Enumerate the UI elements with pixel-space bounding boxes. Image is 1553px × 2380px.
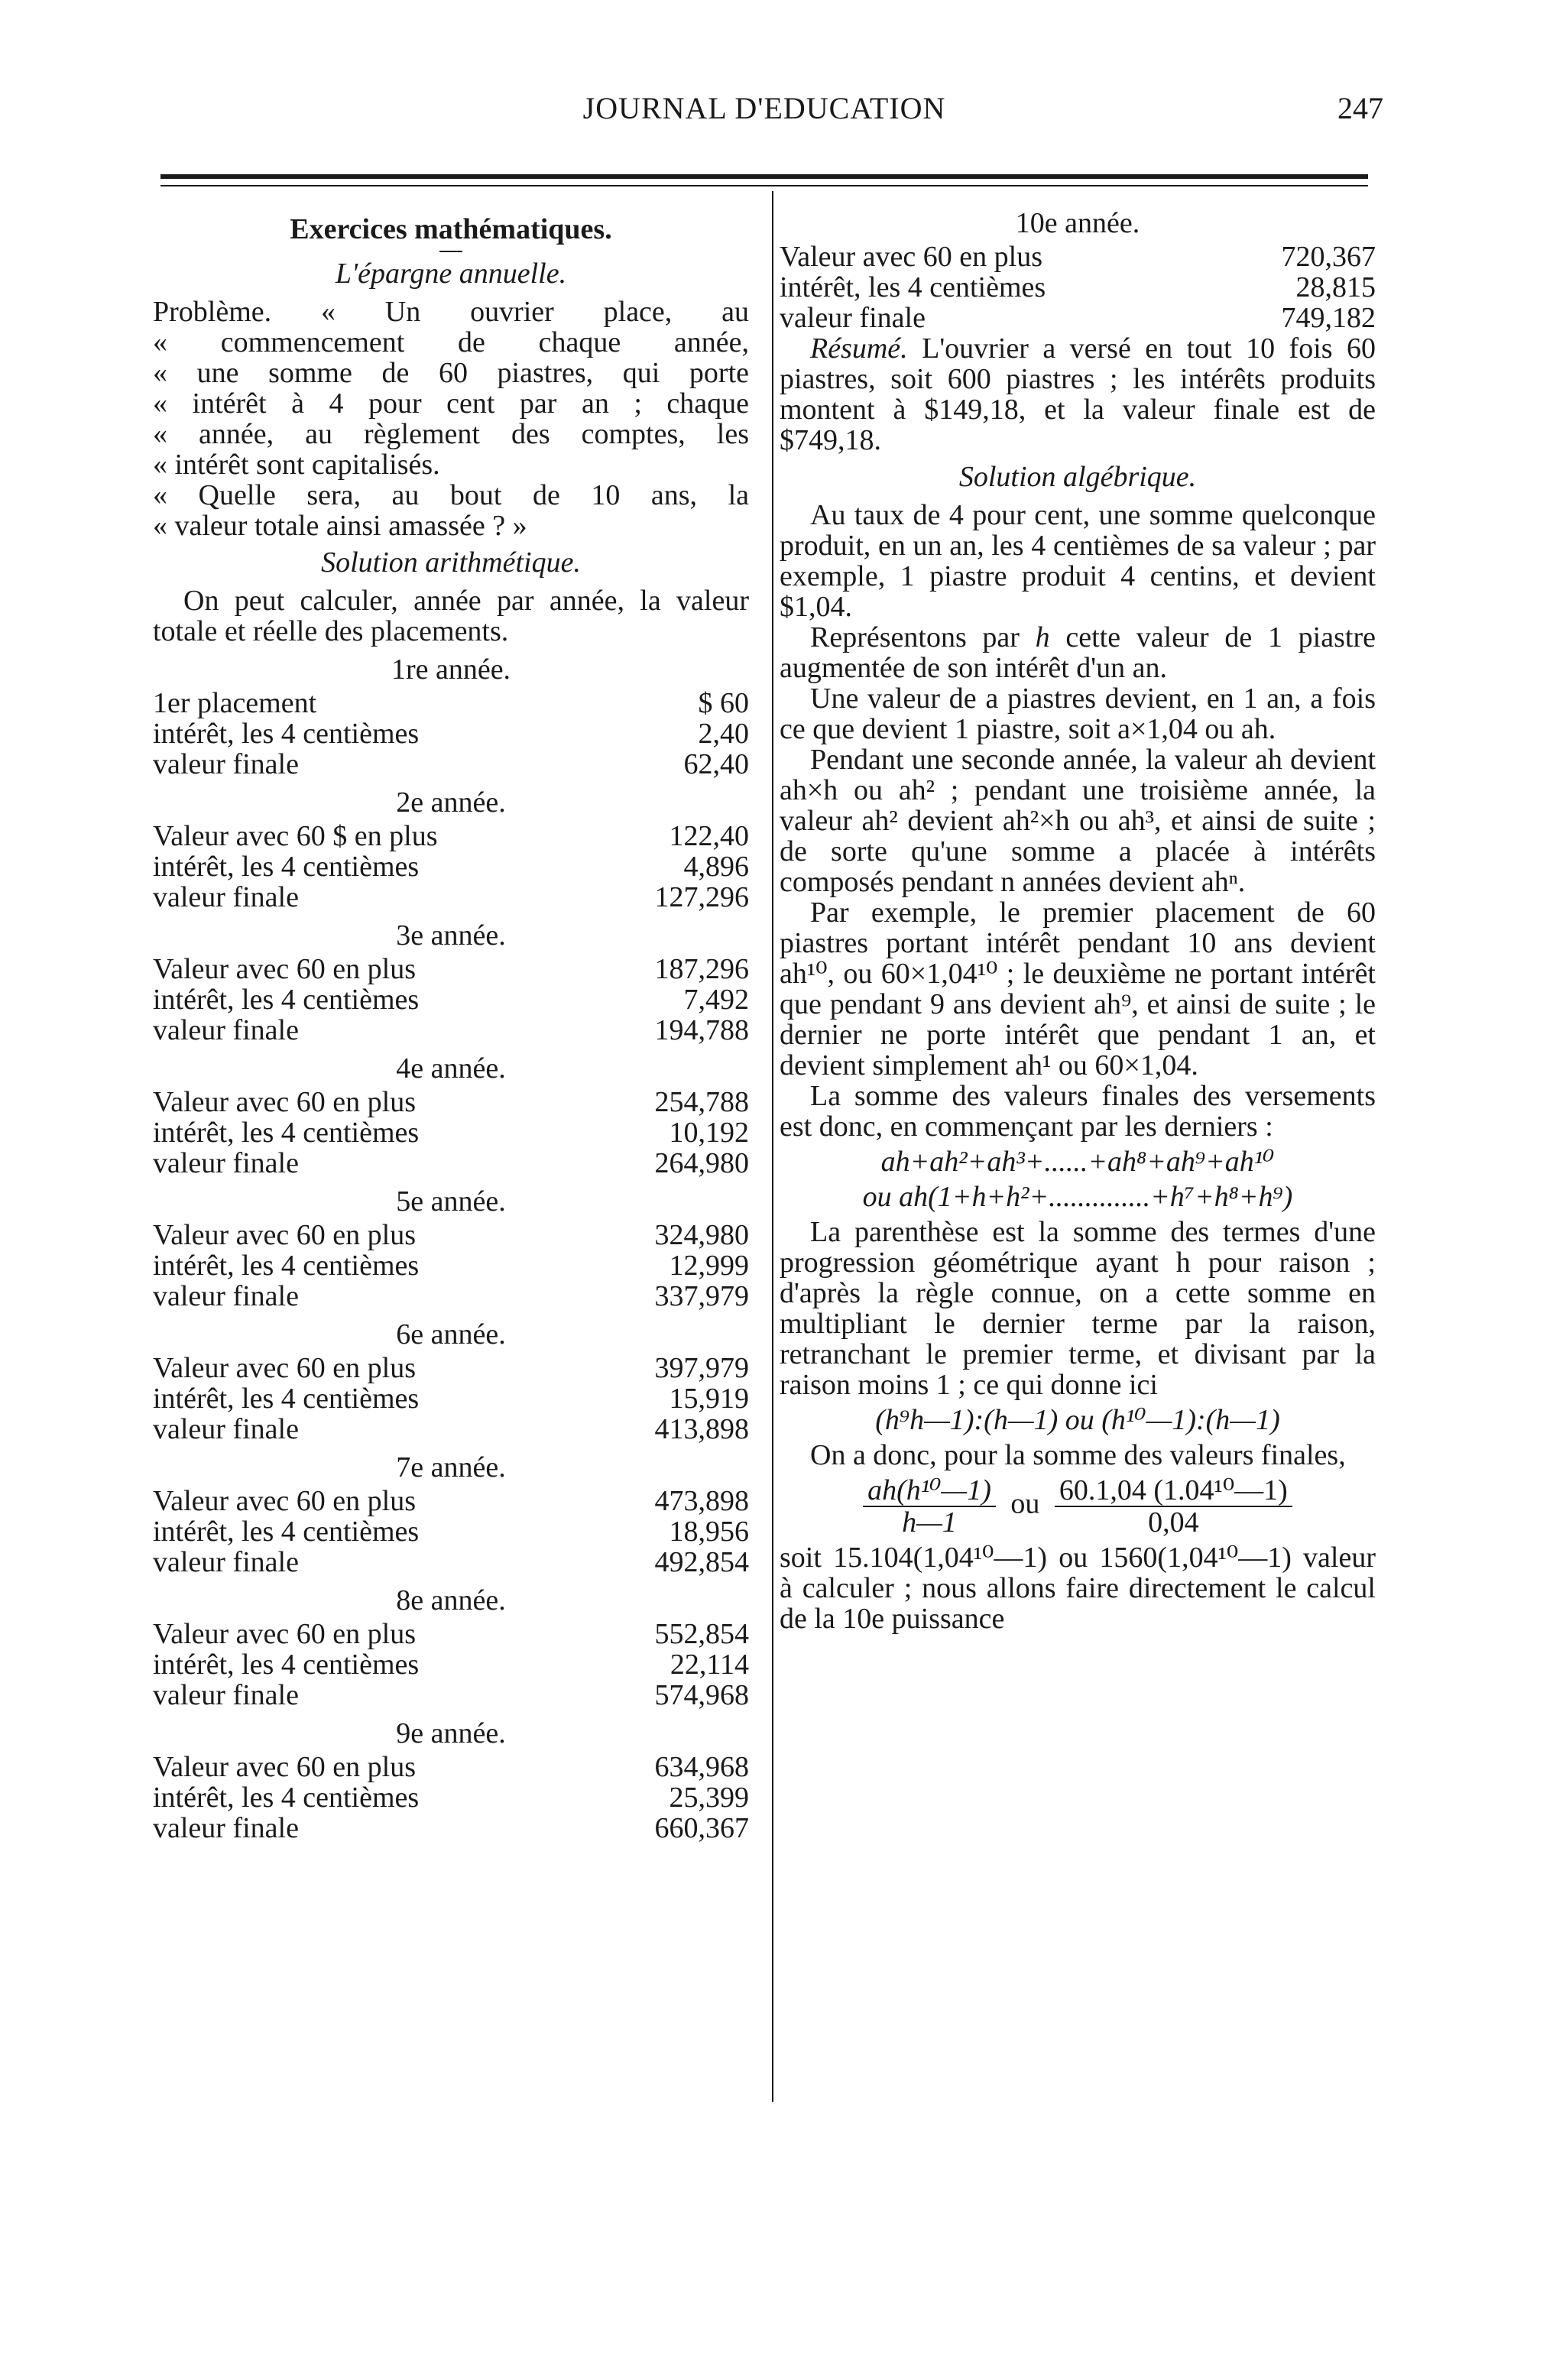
year-table: [153, 1087, 749, 1179]
year-heading: 9e année.: [396, 1717, 506, 1749]
row-label: valeur finale: [153, 1280, 299, 1312]
intro-paragraph: On peut calculer, année par année, la valeur totale et réelle des placements.: [153, 585, 749, 647]
table-row: [153, 1680, 749, 1710]
row-value: 264,980: [654, 1147, 749, 1179]
variable-h: h: [1035, 621, 1050, 653]
table-row: [153, 1619, 749, 1649]
algebra-paragraph-3: Une valeur de a piastres devient, en 1 an, a fois ce que devient 1 piastre, soit a×1,04 ou ah.: [780, 683, 1376, 745]
row-value: 122,40: [669, 820, 749, 852]
header-rule-thin: [160, 185, 1368, 186]
table-row: [153, 882, 749, 913]
resume-paragraph: [780, 333, 1376, 456]
row-value: 552,854: [654, 1618, 749, 1650]
row-label: intérêt, les 4 centièmes: [780, 271, 1046, 303]
table-row: [153, 1383, 749, 1414]
table-row: [153, 1250, 749, 1281]
table-row: [153, 1117, 749, 1148]
column-divider: [772, 191, 773, 2102]
table-row: [153, 749, 749, 780]
year-table: [153, 821, 749, 913]
row-value: 25,399: [669, 1782, 749, 1814]
year-table: [153, 688, 749, 780]
formula-geometric: (h⁹h—1):(h—1) ou (h¹⁰—1):(h—1): [875, 1404, 1280, 1436]
row-label: intérêt, les 4 centièmes: [153, 984, 420, 1016]
running-title: JOURNAL D'EDUCATION: [582, 91, 946, 125]
problem-line: « intérêt à 4 pour cent par an ; chaque: [153, 387, 749, 420]
row-value: 660,367: [654, 1812, 749, 1844]
year-table: [153, 1619, 749, 1710]
table-row: [153, 1547, 749, 1577]
row-value: 28,815: [1295, 271, 1376, 303]
row-value: 492,854: [654, 1546, 749, 1578]
table-row: [153, 1087, 749, 1117]
page-header: [153, 90, 1383, 136]
table-row: [153, 718, 749, 749]
row-label: intérêt, les 4 centièmes: [153, 1117, 420, 1149]
table-row: [153, 1220, 749, 1250]
row-label: intérêt, les 4 centièmes: [153, 718, 420, 750]
row-value: 574,968: [654, 1679, 749, 1711]
formula-sum: ah+ah²+ah³+......+ah⁸+ah⁹+ah¹⁰: [880, 1146, 1275, 1178]
table-row: [780, 272, 1376, 303]
row-label: valeur finale: [780, 302, 926, 334]
formula-fraction-row: [780, 1475, 1376, 1538]
year-heading: 1re année.: [391, 653, 511, 686]
row-label: Valeur avec 60 en plus: [153, 1618, 416, 1650]
algebra-paragraph-1: Au taux de 4 pour cent, une somme quelconque produit, en un an, les 4 centièmes de sa valeur ; par exemple, 1 piastre produit 4 centins, et devient $1,04.: [780, 499, 1376, 623]
subtitle: L'épargne annuelle.: [335, 258, 567, 290]
table-row: [153, 1414, 749, 1445]
row-value: 18,956: [669, 1516, 749, 1548]
row-value: 12,999: [669, 1250, 749, 1282]
solution-arithmetic-title: Solution arithmétique.: [321, 546, 581, 579]
row-value: 62,40: [683, 748, 749, 780]
row-label: Valeur avec 60 en plus: [153, 1086, 416, 1118]
year-heading: 10e année.: [1015, 207, 1140, 239]
table-row: [153, 1649, 749, 1680]
row-value: 749,182: [1281, 302, 1376, 334]
right-column: [780, 208, 1376, 1634]
row-label: 1er placement: [153, 687, 317, 719]
year-table: [153, 1353, 749, 1445]
row-value: 7,492: [683, 984, 749, 1016]
row-label: intérêt, les 4 centièmes: [153, 1383, 420, 1415]
year-table: [153, 1220, 749, 1312]
row-label: Valeur avec 60 en plus: [780, 241, 1042, 273]
table-row: [780, 242, 1376, 272]
table-row: [153, 1353, 749, 1383]
table-row: [153, 1486, 749, 1516]
row-label: Valeur avec 60 en plus: [153, 953, 416, 985]
row-label: Valeur avec 60 en plus: [153, 1219, 416, 1251]
fraction-numerator: ah(h¹⁰—1): [863, 1475, 996, 1507]
year-heading: 8e année.: [396, 1584, 506, 1616]
row-label: intérêt, les 4 centièmes: [153, 1649, 420, 1681]
table-row: [153, 1813, 749, 1843]
algebra-paragraph-5: Par exemple, le premier placement de 60 piastres portant intérêt pendant 10 ans devient ah¹⁰, ou 60×1,04¹⁰ ; le deuxième ne portant intérêt que pendant 9 ans devient ah⁹, et ainsi de suite ; le dernier ne porte intérêt que pendant 1 an, et devient simplement ah¹ ou 60×1,04.: [780, 897, 1376, 1081]
problem-line: « année, au règlement des comptes, les: [153, 418, 749, 450]
row-label: valeur finale: [153, 881, 299, 913]
section-title: Exercices mathématiques.: [290, 213, 612, 245]
row-label: valeur finale: [153, 1679, 299, 1711]
algebra-paragraph-7: La parenthèse est la somme des termes d'une progression géométrique ayant h pour raison ; d'après la règle connue, on a cette somme en multipliant le dernier terme par la raison, retranchant le premier terme, et divisant par la raison moins 1 ; ce qui donne ici: [780, 1216, 1376, 1401]
fraction-1: [863, 1475, 996, 1538]
fraction-2: [1055, 1475, 1292, 1538]
left-column: [153, 208, 749, 1843]
resume-text: L'ouvrier a versé en tout 10 fois 60 piastres, soit 600 piastres ; les intérêts produits montent à $149,18, et la valeur finale est de $749,18.: [780, 332, 1376, 456]
page-number: 247: [1337, 91, 1383, 125]
resume-label: Résumé.: [810, 332, 908, 365]
fraction-denominator: h—1: [902, 1506, 957, 1539]
row-value: 473,898: [654, 1485, 749, 1517]
year-heading: 2e année.: [396, 786, 506, 819]
problem-line: « commencement de chaque année,: [153, 326, 749, 358]
row-value: 194,788: [654, 1014, 749, 1046]
table-row: [153, 851, 749, 882]
row-label: valeur finale: [153, 1147, 299, 1179]
table-row: [153, 1516, 749, 1547]
text-run: Représentons par: [810, 621, 1036, 653]
row-value: 187,296: [654, 953, 749, 985]
algebra-paragraph-4: Pendant une seconde année, la valeur ah devient ah×h ou ah² ; pendant une troisième année, la valeur ah² devient ah²×h ou ah³, et ainsi de suite ; de sorte qu'une somme a placée à intérêts composés pendant n années devient ahⁿ.: [780, 744, 1376, 898]
title-dash: [439, 251, 462, 252]
row-value: 10,192: [669, 1117, 749, 1149]
row-label: Valeur avec 60 en plus: [153, 1485, 416, 1517]
year-table: [153, 1486, 749, 1577]
table-row: [153, 688, 749, 718]
year-heading: 7e année.: [396, 1451, 506, 1483]
fraction-or: ou: [1010, 1487, 1040, 1520]
row-label: intérêt, les 4 centièmes: [153, 1516, 420, 1548]
fraction-numerator: 60.1,04 (1.04¹⁰—1): [1055, 1475, 1292, 1507]
row-label: valeur finale: [153, 748, 299, 780]
year-heading: 5e année.: [396, 1185, 506, 1218]
row-label: valeur finale: [153, 1413, 299, 1445]
table-row: [153, 1015, 749, 1046]
year-heading: 6e année.: [396, 1318, 506, 1351]
table-row: [153, 954, 749, 984]
problem-line: « intérêt sont capitalisés.: [153, 449, 440, 481]
row-label: intérêt, les 4 centièmes: [153, 851, 420, 883]
problem-line: « valeur totale ainsi amassée ? »: [153, 510, 527, 542]
yearly-calculations: [153, 654, 749, 1843]
row-label: intérêt, les 4 centièmes: [153, 1250, 420, 1282]
row-label: valeur finale: [153, 1014, 299, 1046]
problem-line: Problème. « Un ouvrier place, au: [153, 296, 749, 328]
row-label: valeur finale: [153, 1812, 299, 1844]
year-table: [153, 954, 749, 1046]
row-label: Valeur avec 60 en plus: [153, 1751, 416, 1783]
table-row: [780, 303, 1376, 333]
algebra-paragraph-6: La somme des valeurs finales des versements est donc, en commençant par les derniers :: [780, 1080, 1376, 1143]
algebra-paragraph-2: [780, 622, 1376, 683]
row-value: 4,896: [683, 851, 749, 883]
row-value: 254,788: [654, 1086, 749, 1118]
formula-factored: ou ah(1+h+h²+..............+h⁷+h⁸+h⁹): [862, 1181, 1293, 1213]
algebra-paragraph-8: On a donc, pour la somme des valeurs finales,: [810, 1439, 1346, 1471]
row-value: 397,979: [654, 1352, 749, 1384]
table-row: [153, 1148, 749, 1179]
row-label: valeur finale: [153, 1546, 299, 1578]
problem-line: « une somme de 60 piastres, qui porte: [153, 357, 749, 389]
table-row: [153, 821, 749, 851]
row-value: 337,979: [654, 1280, 749, 1312]
problem-statement: [153, 297, 749, 541]
row-value: 324,980: [654, 1219, 749, 1251]
row-label: Valeur avec 60 $ en plus: [153, 820, 438, 852]
fraction-denominator: 0,04: [1148, 1506, 1199, 1539]
header-rule-thick: [160, 174, 1368, 179]
row-value: 15,919: [669, 1383, 749, 1415]
row-value: 634,968: [654, 1751, 749, 1783]
year-heading: 4e année.: [396, 1052, 506, 1085]
year-table: [780, 242, 1376, 333]
problem-line: « Quelle sera, au bout de 10 ans, la: [153, 479, 749, 511]
text-run: cette valeur de 1 piastre augmentée de son intérêt d'un an.: [780, 621, 1376, 684]
table-row: [153, 1281, 749, 1312]
year-table: [153, 1752, 749, 1843]
row-value: 22,114: [670, 1649, 749, 1681]
year-heading: 3e année.: [396, 919, 506, 952]
row-value: 720,367: [1281, 241, 1376, 273]
table-row: [153, 984, 749, 1015]
row-value: 413,898: [654, 1413, 749, 1445]
algebra-paragraph-9: soit 15.104(1,04¹⁰—1) ou 1560(1,04¹⁰—1) valeur à calculer ; nous allons faire directement le calcul de la 10e puissance: [780, 1542, 1376, 1635]
solution-algebraic-title: Solution algébrique.: [958, 461, 1197, 493]
row-value: 127,296: [654, 881, 749, 913]
table-row: [153, 1752, 749, 1782]
row-label: Valeur avec 60 en plus: [153, 1352, 416, 1384]
row-label: intérêt, les 4 centièmes: [153, 1782, 420, 1814]
row-value: $ 60: [698, 687, 749, 719]
table-row: [153, 1782, 749, 1813]
row-value: 2,40: [698, 718, 749, 750]
